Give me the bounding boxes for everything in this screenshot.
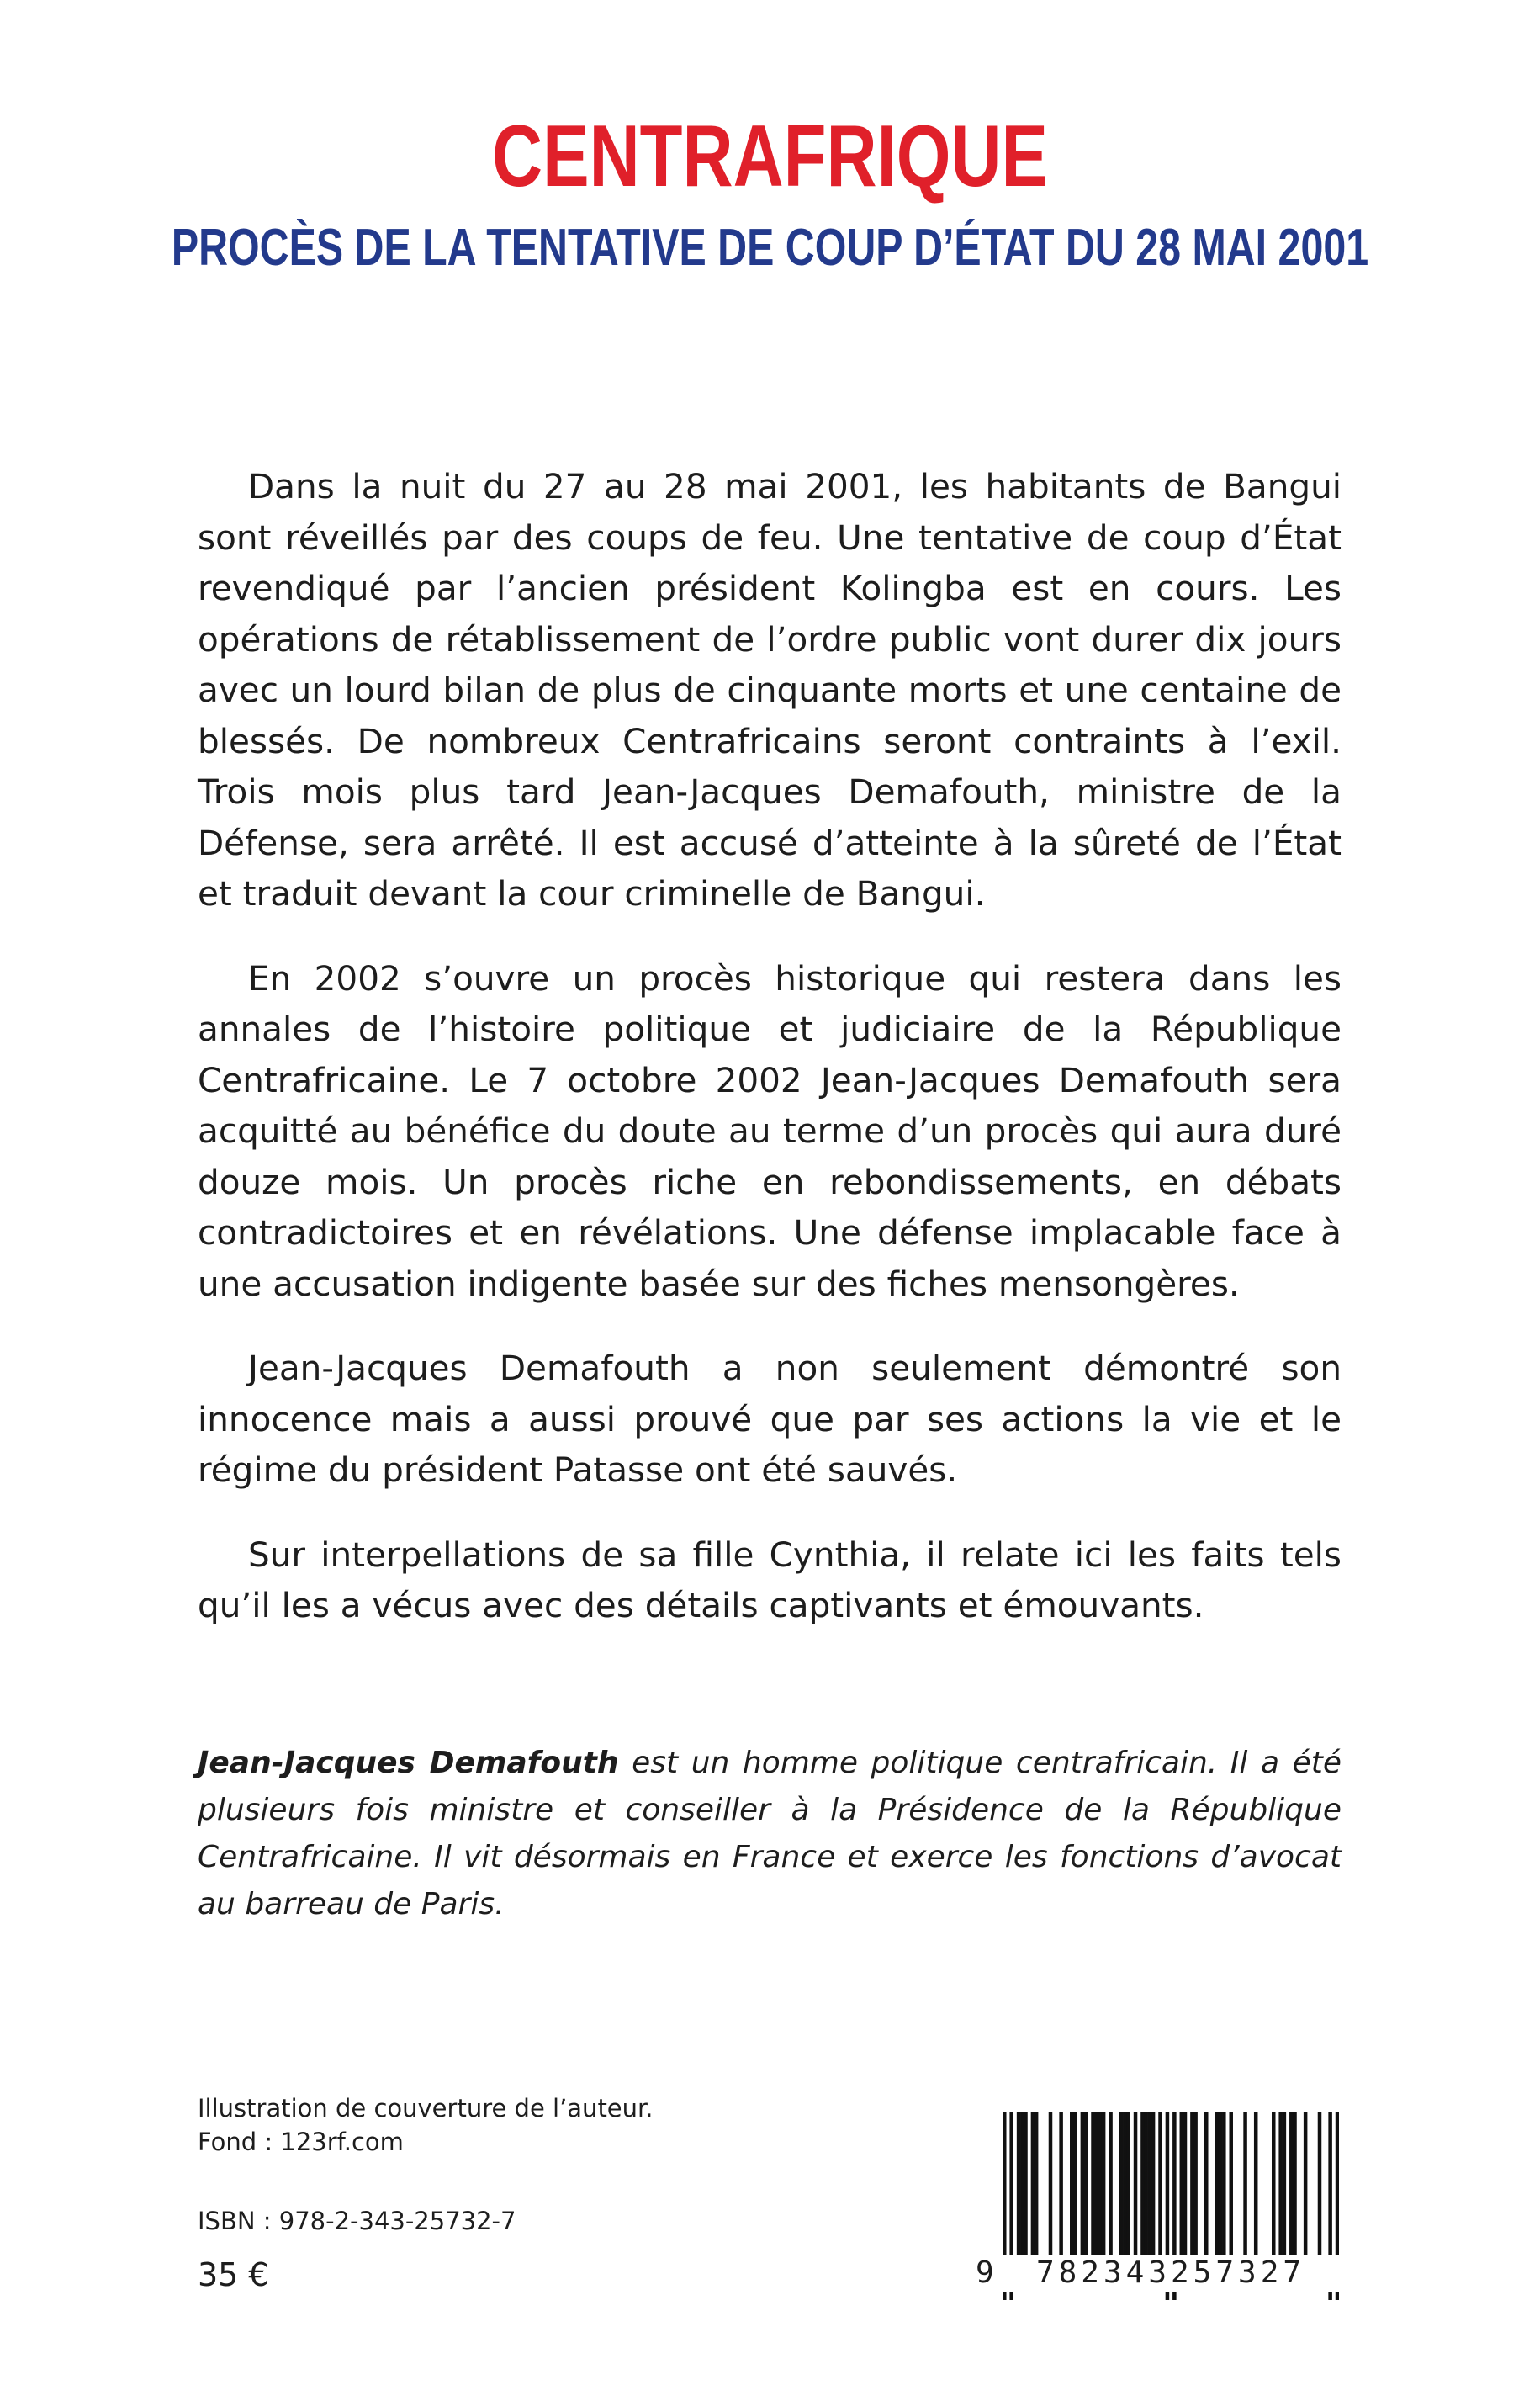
book-title: CENTRAFRIQUE <box>492 108 1048 205</box>
barcode-bar <box>1293 2112 1297 2256</box>
barcode-number <box>976 2255 1339 2292</box>
barcode-bar <box>1049 2112 1053 2256</box>
barcode-bar <box>1070 2112 1074 2256</box>
credits <box>198 2091 654 2159</box>
barcode-bar <box>1031 2112 1035 2256</box>
blurb-paragraph: Jean-Jacques Demafouth a non seulement démontré son innocence mais a aussi prouvé que par ses actions la vie et le régime du président Patasse ont été sauvés. <box>198 1348 1342 1490</box>
barcode-bar <box>1073 2112 1077 2256</box>
price: 35 € <box>198 2256 269 2293</box>
barcode-bar <box>1304 2112 1308 2256</box>
barcode-bar <box>1126 2112 1130 2256</box>
barcode-bar <box>1215 2112 1220 2256</box>
barcode-bar <box>1204 2112 1209 2256</box>
barcode-bar <box>1084 2112 1088 2256</box>
barcode-bar <box>1278 2112 1283 2256</box>
barcode-bar <box>1134 2112 1138 2256</box>
barcode-bar <box>1148 2112 1152 2256</box>
book-subtitle: PROCÈS DE LA TENTATIVE DE COUP D’ÉTAT DU 28 MAI 2001 <box>171 219 1369 277</box>
barcode-bar <box>1109 2112 1113 2256</box>
barcode-bar <box>1102 2112 1106 2256</box>
barcode-bar <box>1059 2112 1063 2256</box>
barcode-bar <box>1035 2112 1039 2256</box>
barcode-bar <box>1318 2112 1322 2256</box>
author-bio <box>198 1740 1342 1928</box>
barcode-bar <box>1183 2112 1188 2256</box>
barcode-bar <box>1219 2112 1223 2256</box>
barcode-bar <box>1024 2112 1028 2256</box>
barcode-bar <box>1151 2112 1156 2256</box>
barcode-bar <box>1272 2112 1276 2256</box>
barcode-bar <box>1020 2112 1024 2256</box>
barcode-bar <box>1222 2112 1226 2256</box>
blurb-paragraph: Dans la nuit du 27 au 28 mai 2001, les habitants de Bangui sont réveillés par des coups de feu. Une tentative de coup d’État revendiqué par l’ancien président Kolingba est en cours. Les opérations de rétablissement de l’ordre public vont durer dix jours avec un lourd bilan de plus de cinquante morts et une centaine de blessés. De nombreux Centrafricains seront contraints à l’exil. Trois mois plus tard Jean-Jacques Demafouth, ministre de la Défense, sera arrêté. Il est accusé d’atteinte à la sûreté de l’État et traduit devant la cour criminelle de Bangui. <box>198 466 1342 914</box>
barcode-bar <box>1158 2112 1162 2256</box>
barcode-bar <box>1144 2112 1148 2256</box>
blurb-paragraph: Sur interpellations de sa fille Cynthia, il relate ici les faits tels qu’il les a vécus avec des détails captivants et émouvants. <box>198 1534 1342 1625</box>
barcode-first-digit: 9 <box>976 2255 994 2290</box>
barcode-bar <box>1119 2112 1124 2256</box>
cover-header <box>0 108 1540 278</box>
author-name: Jean-Jacques Demafouth <box>198 1746 619 1780</box>
barcode-bar <box>1190 2112 1194 2256</box>
barcode-bar <box>1091 2112 1095 2256</box>
back-cover-blurb <box>198 461 1342 1665</box>
barcode-bar <box>1283 2112 1287 2256</box>
barcode-bar <box>1081 2112 1085 2256</box>
author-bio-text: est un homme politique centrafricain. Il a été plusieurs fois ministre et conseiller à la Présidence de la République Centrafricaine. Il vit désormais en France et exerce les fonctions d’avocat au barreau de Paris. <box>198 1746 1342 1921</box>
barcode-bar <box>1098 2112 1103 2256</box>
barcode-bar <box>1140 2112 1145 2256</box>
barcode-bar <box>1123 2112 1127 2256</box>
barcode-bar <box>1180 2112 1184 2256</box>
isbn: ISBN : 978-2-343-25732-7 <box>198 2207 516 2235</box>
background-credit: Fond : 123rf.com <box>198 2128 404 2156</box>
blurb-paragraph: En 2002 s’ouvre un procès historique qui restera dans les annales de l’histoire politique et judiciaire de la République Centrafricaine. Le 7 octobre 2002 Jean-Jacques Demafouth sera acquitté au bénéfice du doute au terme d’un procès qui aura duré douze mois. Un procès riche en rebondissements, en débats contradictoires et en révélations. Une défense implacable face à une accusation indigente basée sur des fiches mensongères. <box>198 957 1342 1304</box>
illustration-credit: Illustration de couverture de l’auteur. <box>198 2094 654 2123</box>
barcode-bar <box>1017 2112 1021 2256</box>
barcode-bar <box>1289 2112 1294 2256</box>
barcode-bar <box>1229 2112 1233 2256</box>
barcode-bar <box>1243 2112 1247 2256</box>
barcode-bar <box>1254 2112 1258 2256</box>
barcode-bar <box>1094 2112 1098 2256</box>
barcode-digits: 782343257327 <box>1003 2255 1339 2292</box>
barcode-bar <box>1193 2112 1198 2256</box>
